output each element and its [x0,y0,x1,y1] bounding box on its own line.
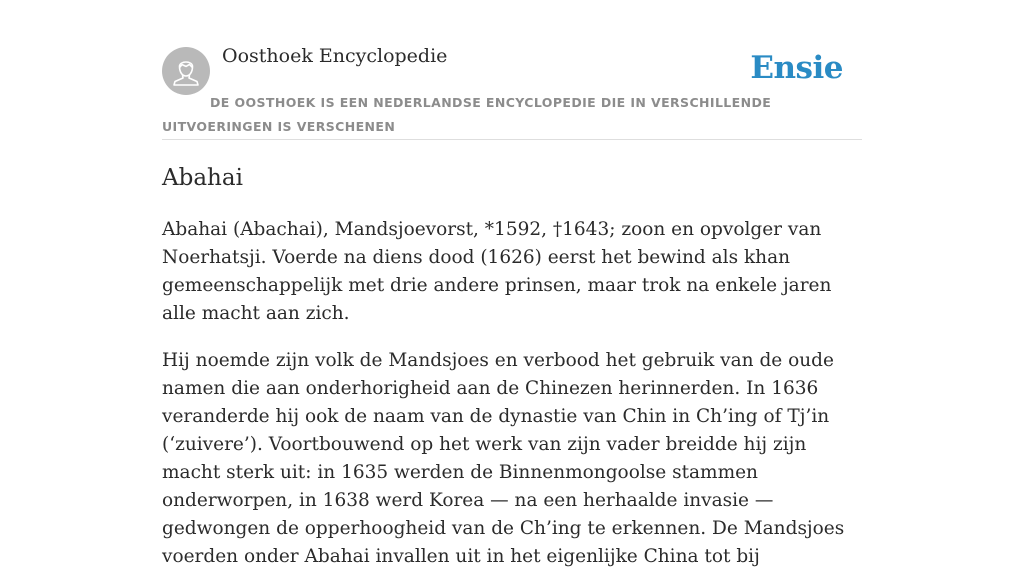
article [162,160,862,571]
article-title: Abahai [162,165,243,191]
source-header [162,0,862,140]
brand-logo[interactable]: Ensie [750,50,843,86]
article-paragraph: Abahai (Abachai), Mandsjoevorst, *1592, †1643; zoon en opvolger van Noerhatsji. Voerde na diens dood (1626) eerst het bewind als khan gemeenschappelijk met drie andere prinsen, maar trok na enkele jaren alle macht aan zich. [162,219,832,324]
avatar[interactable] [162,47,210,95]
source-tagline: DE OOSTHOEK IS EEN NEDERLANDSE ENCYCLOPEDIE DIE IN VERSCHILLENDE UITVOERINGEN IS VERSCHENEN [162,95,772,134]
user-silhouette-icon [162,47,210,95]
source-title[interactable]: Oosthoek Encyclopedie [222,45,448,67]
header-divider [162,139,862,140]
article-paragraph: Hij noemde zijn volk de Mandsjoes en verbood het gebruik van de oude namen die aan onderhorigheid aan de Chinezen herinnerden. In 1636 veranderde hij ook de naam van de dynastie van Chin in Ch’ing of Tj’in (‘zuivere’). Voortbouwend op het werk van zijn vader breidde hij zijn macht sterk uit: in 1635 werden de Binnenmongoolse stammen onderworpen, in 1638 werd Korea — na een herhaalde invasie — gedwongen de opperhoogheid van de Ch’ing te erkennen. De Mandsjoes voerden onder Abahai invallen uit in het eigenlijke China tot bij [162,350,845,567]
